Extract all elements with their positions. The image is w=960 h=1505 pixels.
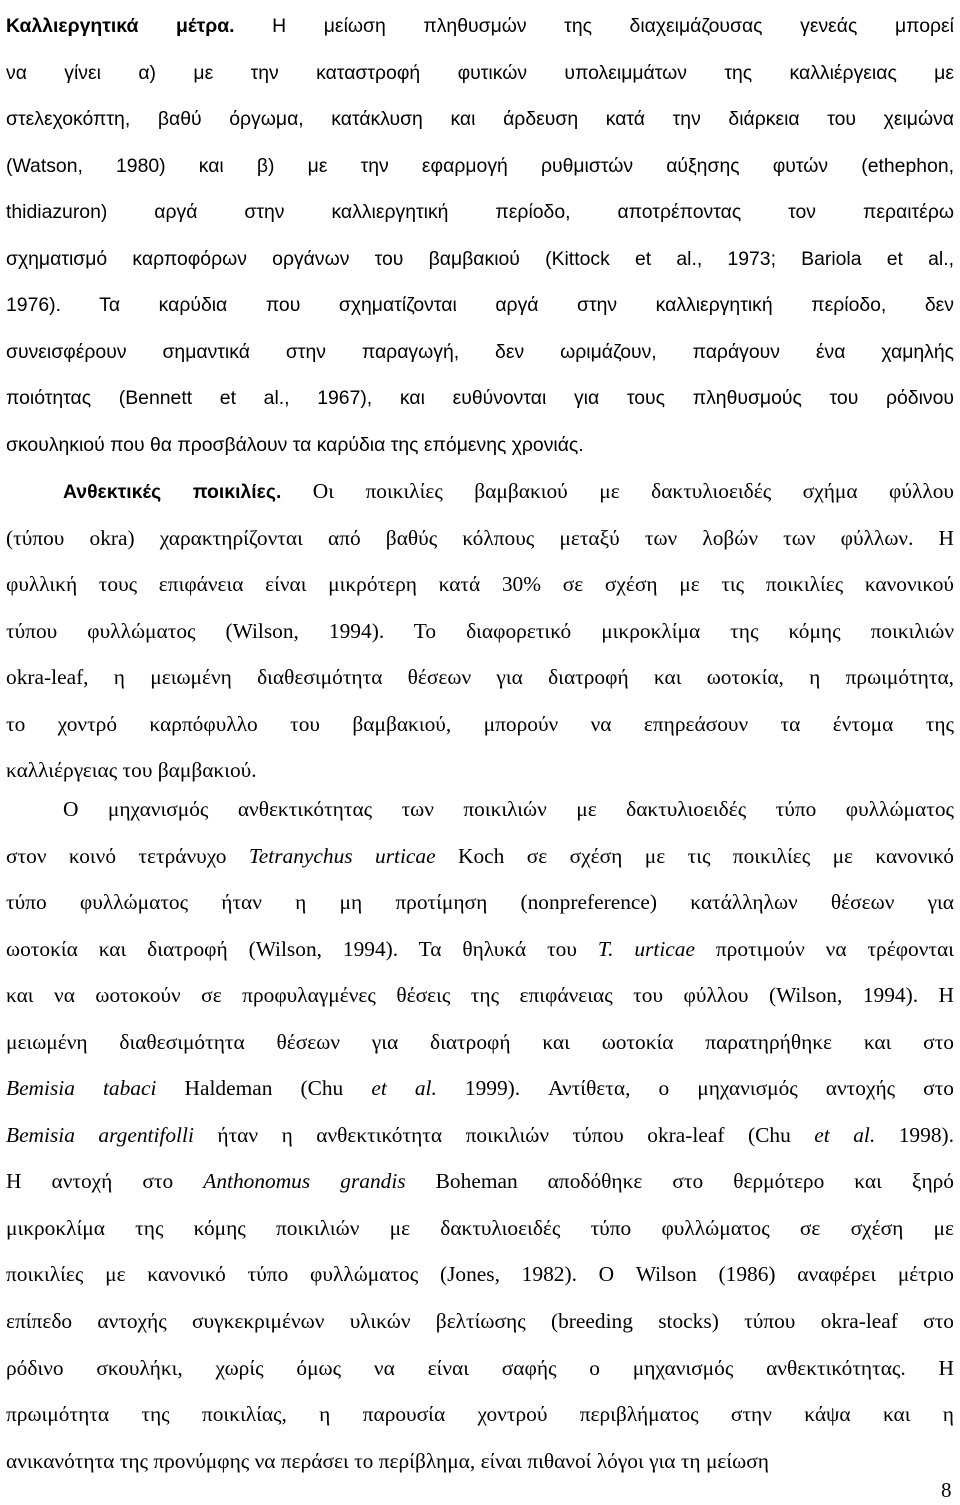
text-line [6,515,954,562]
text-run: στελεχοκόπτη, βαθύ όργωμα, κατάκλυση και άρδευση κατά την διάρκεια του χειμώνα [6,108,954,131]
text-line [6,926,954,973]
text-line [6,654,954,701]
text-run: μειωμένη διαθεσιμότητα θέσεων για διατροφή και ωοτοκία παρατηρήθηκε και στο [6,1029,954,1054]
text-line [6,1065,954,1112]
text-line [6,1251,954,1298]
text-line [6,1205,954,1252]
paragraph [6,3,954,468]
text-line [6,189,954,236]
italic-run: Tetranychus urticae [248,843,436,868]
italic-run: et al. [371,1076,437,1101]
text-line [6,422,954,469]
page-number: 8 [941,1478,952,1502]
text-line [6,1345,954,1392]
text-line [6,50,954,97]
text-run: και να ωοτοκούν σε προφυλαγμένες θέσεις της επιφάνειας του φύλλου (Wilson, 1994). Η [6,983,954,1008]
text-run: συνεισφέρουν σημαντικά στην παραγωγή, δεν ωριμάζουν, παράγουν ένα χαμηλής [6,340,954,363]
text-run: να γίνει α) με την καταστροφή φυτικών υπολειμμάτων της καλλιέργειας με [6,61,954,84]
text-line [6,786,954,833]
text-run: Ο μηχανισμός ανθεκτικότητας των ποικιλιών με δακτυλιοειδές τύπο φυλλώματος [63,797,954,821]
text-run: 1998). [875,1122,954,1147]
text-line [6,1019,954,1066]
text-line [6,972,954,1019]
text-run: σκουληκιού που θα προσβάλουν τα καρύδια της επόμενης χρονιάς. [6,433,584,456]
text-run: 1999). Αντίθετα, ο μηχανισμός αντοχής στο [436,1076,954,1101]
text-run: (Watson, 1980) και β) με την εφαρμογή ρυθμιστών αύξησης φυτών (ethephon, [6,154,954,177]
text-line [6,608,954,655]
text-line [6,1158,954,1205]
text-line [6,1298,954,1345]
heading-run: Καλλιεργητικά μέτρα. [6,15,235,37]
text-line [6,1391,954,1438]
text-line [6,561,954,608]
text-run: προτιμούν να τρέφονται [694,936,954,961]
heading-run: Ανθεκτικές ποικιλίες. [63,481,282,503]
text-line [6,1438,954,1485]
text-line [6,701,954,748]
text-line [6,236,954,283]
text-run: φυλλική τους επιφάνεια είναι μικρότερη κατά 30% σε σχέση με τις ποικιλίες κανονικού [6,572,954,597]
text-run: το χοντρό καρπόφυλλο του βαμβακιού, μπορούν να επηρεάσουν τα έντομα της [6,711,954,736]
italic-run: Bemisia argentifolli [6,1122,194,1147]
text-run: ποιότητας (Bennett et al., 1967), και ευθύνονται για τους πληθυσμούς του ρόδινου [6,387,954,410]
text-run: ποικιλίες με κανονικό τύπο φυλλώματος (Jones, 1982). Ο Wilson (1986) αναφέρει μέτριο [6,1262,954,1287]
text-run: στον κοινό τετράνυχο [6,843,249,868]
text-run: ήταν η ανθεκτικότητα ποικιλιών τύπου okra-leaf (Chu [193,1122,815,1147]
text-run: Koch σε σχέση με τις ποικιλίες με κανονικό [435,843,955,868]
text-run: ωοτοκία και διατροφή (Wilson, 1994). Τα θηλυκά του [6,936,598,961]
text-line [6,3,954,50]
text-line [6,282,954,329]
italic-run: et al. [814,1122,876,1147]
text-run: πρωιμότητα της ποικιλίας, η παρουσία χοντρού περιβλήματος στην κάψα και η [6,1402,954,1427]
text-run: Haldeman (Chu [156,1076,372,1101]
text-line [6,1112,954,1159]
text-run: thidiazuron) αργά στην καλλιεργητική περίοδο, αποτρέποντας τον περαιτέρω [6,201,954,224]
text-run: ανικανότητα της προνύμφης να περάσει το περίβλημα, είναι πιθανοί λόγοι για τη μείωση [6,1448,769,1473]
paragraph [6,468,954,794]
text-line [6,329,954,376]
italic-run: Anthonomus grandis [203,1169,406,1194]
text-run: καλλιέργειας του βαμβακιού. [6,758,257,783]
italic-run: Bemisia tabaci [6,1076,157,1101]
text-line [6,375,954,422]
text-line [6,96,954,143]
text-run: okra-leaf, η μειωμένη διαθεσιμότητα θέσεων για διατροφή και ωοτοκία, η πρωιμότητα, [6,665,954,690]
text-run: 1976). Τα καρύδια που σχηματίζονται αργά στην καλλιεργητική περίοδο, δεν [6,294,954,317]
text-run: σχηματισμό καρποφόρων οργάνων του βαμβακιού (Kittock et al., 1973; Bariola et al., [6,247,954,270]
text-run: επίπεδο αντοχής συγκεκριμένων υλικών βελτίωσης (breeding stocks) τύπου okra-leaf στο [6,1309,954,1334]
text-line [6,468,954,515]
text-line [6,143,954,190]
paragraph [6,786,954,1484]
text-run: (τύπου okra) χαρακτηρίζονται από βαθύς κόλπους μεταξύ των λοβών των φύλλων. Η [6,525,954,550]
text-run: τύπο φυλλώματος ήταν η μη προτίμηση (nonpreference) κατάλληλων θέσεων για [6,890,954,915]
text-run: Η μείωση πληθυσμών της διαχειμάζουσας γενεάς μπορεί [234,15,954,37]
text-run: τύπου φυλλώματος (Wilson, 1994). Το διαφορετικό μικροκλίμα της κόμης ποικιλιών [6,618,954,643]
text-run: μικροκλίμα της κόμης ποικιλιών με δακτυλιοειδές τύπο φυλλώματος σε σχέση με [6,1215,954,1240]
text-line [6,879,954,926]
text-run: Η αντοχή στο [6,1169,204,1194]
text-run: Boheman αποδόθηκε στο θερμότερο και ξηρό [405,1169,954,1194]
text-run: Οι ποικιλίες βαμβακιού με δακτυλιοειδές σχήμα φύλλου [281,479,954,503]
text-run: ρόδινο σκουλήκι, χωρίς όμως να είναι σαφής ο μηχανισμός ανθεκτικότητας. Η [6,1355,954,1380]
text-line [6,833,954,880]
italic-run: T. urticae [597,936,695,961]
